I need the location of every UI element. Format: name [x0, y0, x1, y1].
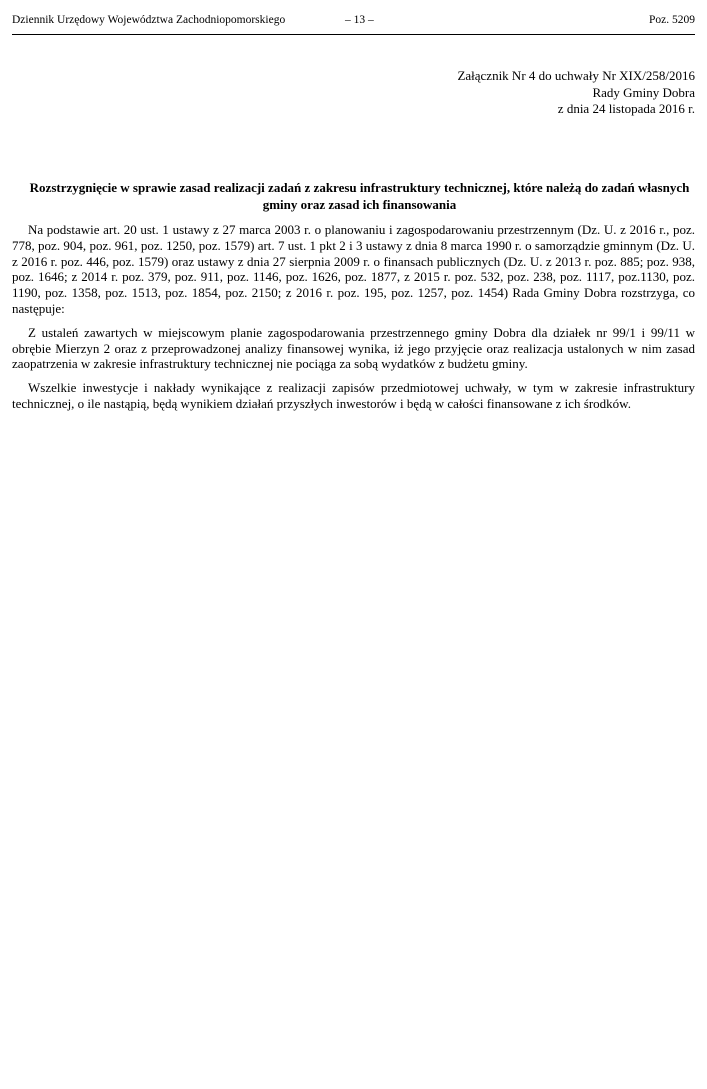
body-paragraph-1: Na podstawie art. 20 ust. 1 ustawy z 27 marca 2003 r. o planowaniu i zagospodarowaniu przestrzennym (Dz. U. z 2016 r., poz. 778, poz. 904, poz. 961, poz. 1250, poz. 1579) art. 7 ust. 1 pkt 2 i 3 ustawy z dnia 8 marca 1990 r. o samorządzie gminnym (Dz. U. z 2016 r. poz. 446, poz. 1579) oraz ustawy z dnia 27 sierpnia 2009 r. o finansach publicznych (Dz. U. z 2013 r. poz. 885; poz. 938, poz. 1646; z 2014 r. poz. 379, poz. 911, poz. 1146, poz. 1626, poz. 1877, z 2015 r. poz. 532, poz. 238, poz. 1117, poz.1130, poz. 1190, poz. 1358, poz. 1513, poz. 1854, poz. 2150; z 2016 r. poz. 195, poz. 1257, poz. 1454) Rada Gminy Dobra rozstrzyga, co następuje:: [12, 222, 695, 316]
body-paragraph-2: Z ustaleń zawartych w miejscowym planie zagospodarowania przestrzennego gminy Dobra dla działek nr 99/1 i 99/11 w obrębie Mierzyn 2 oraz z przeprowadzonej analizy finansowej wynika, iż jego przyjęcie oraz realizacja ustalonych w nim zasad zaopatrzenia w zakresie infrastruktury technicznej nie pociąga za sobą wydatków z budżetu gminy.: [12, 324, 695, 372]
attachment-line-3: z dnia 24 listopada 2016 r.: [557, 101, 695, 116]
document-title: Rozstrzygnięcie w sprawie zasad realizacji zadań z zakresu infrastruktury technicznej, które należą do zadań własnych gminy oraz zasad ich finansowania: [29, 180, 690, 212]
attachment-line-1: Załącznik Nr 4 do uchwały Nr XIX/258/2016: [457, 68, 695, 83]
attachment-line-2: Rady Gminy Dobra: [592, 84, 695, 100]
header-divider: [12, 34, 695, 35]
document-body: [12, 222, 695, 420]
body-paragraph-3: Wszelkie inwestycje i nakłady wynikające z realizacji zapisów przedmiotowej uchwały, w tym w zakresie infrastruktury technicznej, o ile nastąpią, będą wynikiem działań przyszłych inwestorów i będą w całości finansowane z ich środków.: [12, 380, 695, 411]
page-header: [12, 13, 695, 33]
journal-title: Dziennik Urzędowy Województwa Zachodniopomorskiego: [12, 14, 286, 26]
page-number: – 13 –: [345, 14, 374, 26]
position-number: Poz. 5209: [649, 14, 695, 26]
attachment-reference: [295, 68, 695, 118]
